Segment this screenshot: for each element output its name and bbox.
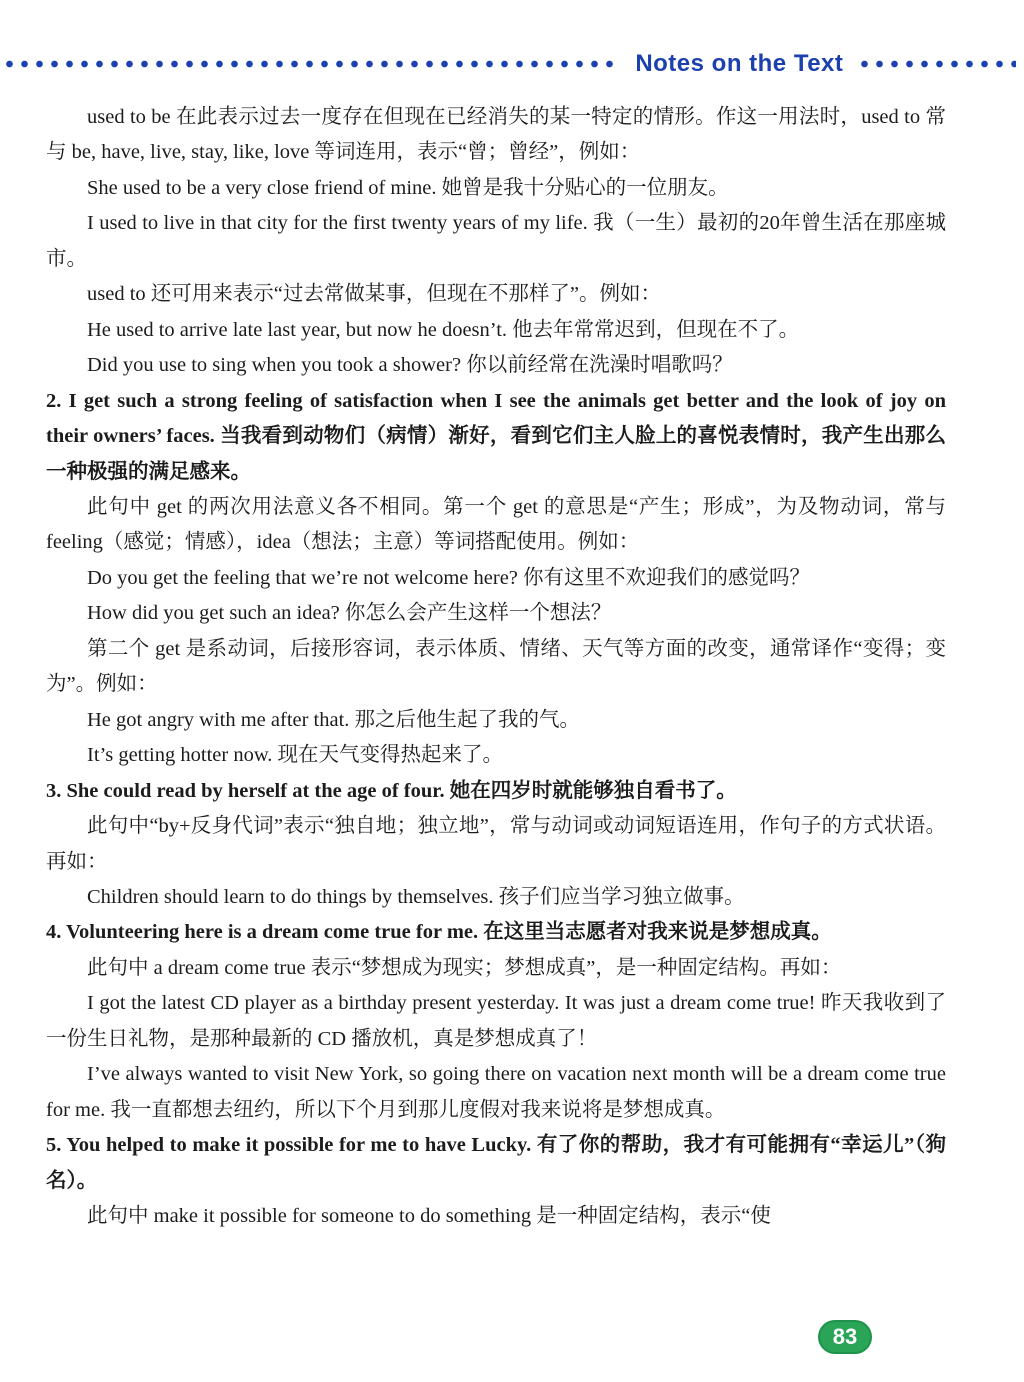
page-header	[0, 0, 1024, 88]
note-paragraph: He got angry with me after that. 那之后他生起了我的气。	[87, 708, 581, 731]
note-paragraph: 此句中 get 的两次用法意义各不相同。第一个 get 的意思是“产生；形成”，为及物动词，常与 feeling（感觉；情感），idea（想法；主意）等词搭配使用。例如：	[46, 495, 946, 554]
note-paragraph: Did you use to sing when you took a shower? 你以前经常在洗澡时唱歌吗？	[87, 354, 733, 377]
note-paragraph: I used to live in that city for the first twenty years of my life. 我（一生）最初的20年曾生活在那座城市。	[46, 212, 946, 270]
note-paragraph: used to 还可用来表示“过去常做某事，但现在不那样了”。例如：	[87, 283, 661, 306]
note-paragraph: I’ve always wanted to visit New York, so going there on vacation next month will be a dream come true for me. 我一直都想去纽约，所以下个月到那儿度假对我来说将是梦想成真。	[46, 1063, 946, 1121]
section-title: Notes on the Text	[635, 50, 844, 77]
numbered-note-paragraph: 2. I get such a strong feeling of satisfaction when I see the animals get better and the look of joy on their owners’ faces. 当我看到动物们（病情）渐好，看到它们主人脸上的喜悦表情时，我产生出那么一种极强的满足感来。	[46, 389, 946, 483]
note-paragraph: He used to arrive late last year, but now he doesn’t. 他去年常常迟到，但现在不了。	[87, 318, 800, 341]
note-paragraph: 此句中 a dream come true 表示“梦想成为现实；梦想成真”，是一种固定结构。再如：	[87, 956, 842, 979]
note-paragraph: It’s getting hotter now. 现在天气变得热起来了。	[87, 744, 504, 767]
note-paragraph: Children should learn to do things by themselves. 孩子们应当学习独立做事。	[87, 885, 745, 908]
notes-content	[0, 88, 1024, 1235]
note-paragraph: used to be 在此表示过去一度存在但现在已经消失的某一特定的情形。作这一用法时，used to 常与 be, have, live, stay, like, love 等词连用，表示“曾；曾经”，例如：	[46, 106, 946, 164]
dotted-rule-right	[857, 59, 1016, 69]
note-paragraph: I got the latest CD player as a birthday present yesterday. It was just a dream come true! 昨天我收到了一份生日礼物，是那种最新的 CD 播放机，真是梦想成真了！	[46, 992, 946, 1050]
note-paragraph: She used to be a very close friend of mine. 她曾是我十分贴心的一位朋友。	[87, 176, 729, 199]
numbered-note-paragraph: 4. Volunteering here is a dream come true for me. 在这里当志愿者对我来说是梦想成真。	[46, 921, 832, 944]
note-paragraph: 此句中“by+反身代词”表示“独自地；独立地”，常与动词或动词短语连用，作句子的方式状语。再如：	[46, 815, 946, 873]
note-paragraph: Do you get the feeling that we’re not welcome here? 你有这里不欢迎我们的感觉吗？	[87, 566, 811, 589]
note-paragraph: 此句中 make it possible for someone to do something 是一种固定结构，表示“使	[87, 1205, 771, 1228]
note-paragraph: 第二个 get 是系动词，后接形容词，表示体质、情绪、天气等方面的改变，通常译作“变得；变为”。例如：	[46, 637, 946, 696]
page-number-badge: 83	[818, 1320, 872, 1354]
numbered-note-paragraph: 5. You helped to make it possible for me to have Lucky. 有了你的帮助，我才有可能拥有“幸运儿”（狗名）。	[46, 1134, 946, 1192]
page-footer	[818, 1320, 872, 1354]
note-paragraph: How did you get such an idea? 你怎么会产生这样一个想法？	[87, 602, 612, 625]
dotted-rule-left	[2, 59, 621, 69]
numbered-note-paragraph: 3. She could read by herself at the age of four. 她在四岁时就能够独自看书了。	[46, 779, 737, 802]
